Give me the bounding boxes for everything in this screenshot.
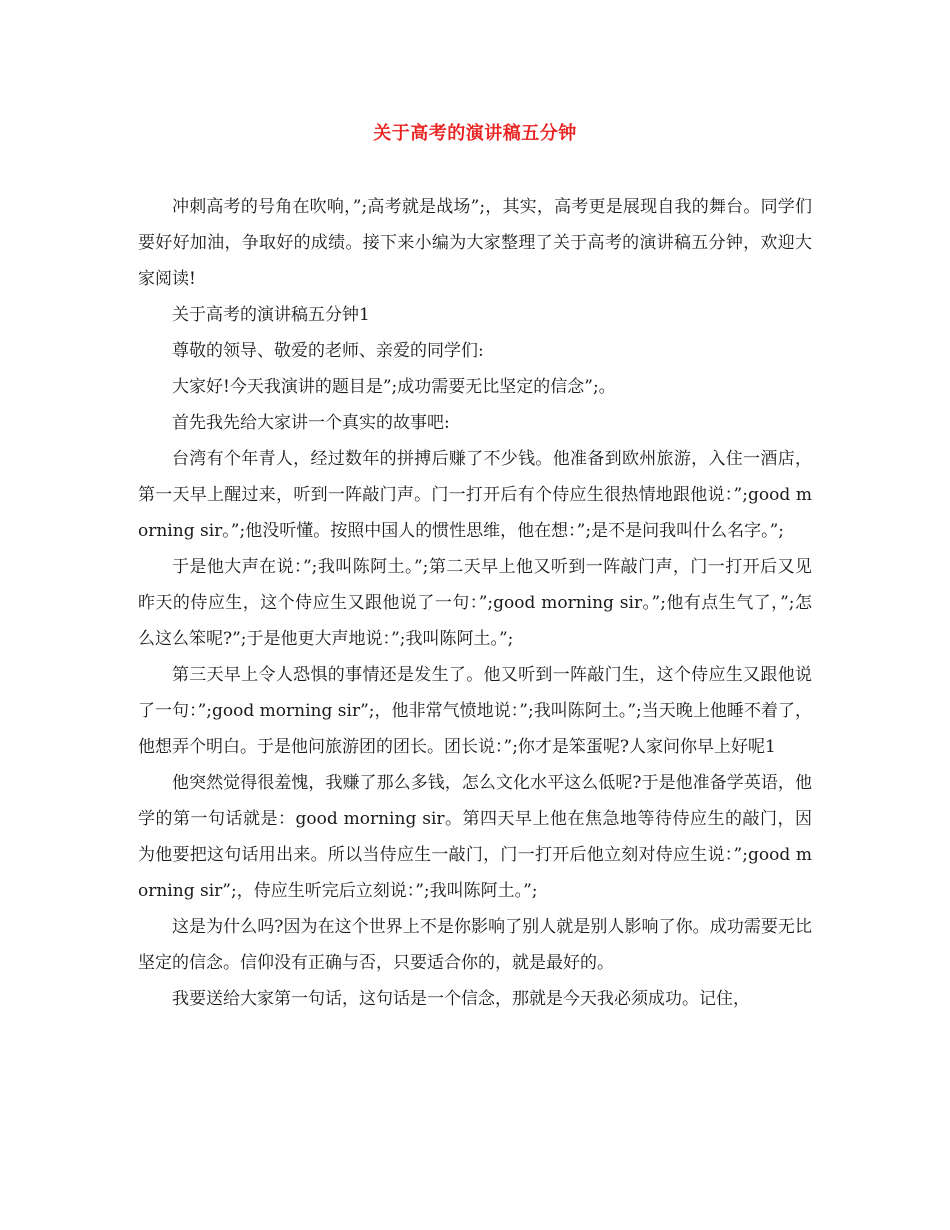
paragraph-closing: 我要送给大家第一句话，这句话是一个信念，那就是今天我必须成功。记住， bbox=[172, 989, 750, 1009]
document-body bbox=[138, 189, 812, 1017]
paragraph-section-heading: 关于高考的演讲稿五分钟1 bbox=[172, 305, 370, 325]
paragraph-intro: 冲刺高考的号角在吹响，”;高考就是战场”;，其实，高考更是展现自我的舞台。同学们要好好加油，争取好的成绩。接下来小编为大家整理了关于高考的演讲稿五分钟，欢迎大家阅读! bbox=[138, 197, 812, 289]
document-title: 关于高考的演讲稿五分钟 bbox=[373, 123, 577, 144]
paragraph-story-4: 他突然觉得很羞愧，我赚了那么多钱，怎么文化水平这么低呢?于是他准备学英语，他学的第一句话就是：good morning sir。第四天早上他在焦急地等待侍应生的敲门，因为他要把这句话用出来。所以当侍应生一敲门，门一打开后他立刻对侍应生说：”;good morning sir”;，侍应生听完后立刻说：”;我叫陈阿土。”; bbox=[138, 773, 812, 901]
paragraph-story-2: 于是他大声在说：”;我叫陈阿土。”;第二天早上他又听到一阵敲门声，门一打开后又见昨天的侍应生，这个侍应生又跟他说了一句：”;good morning sir。”;他有点生气了，”;怎么这么笨呢?”;于是他更大声地说：”;我叫陈阿土。”; bbox=[138, 557, 812, 649]
paragraph-greeting: 大家好!今天我演讲的题目是”;成功需要无比坚定的信念”;。 bbox=[172, 377, 616, 397]
paragraph-salutation: 尊敬的领导、敬爱的老师、亲爱的同学们: bbox=[172, 341, 484, 361]
paragraph-story-1: 台湾有个年青人，经过数年的拼搏后赚了不少钱。他准备到欧州旅游，入住一酒店，第一天早上醒过来，听到一阵敲门声。门一打开后有个侍应生很热情地跟他说：”;good morning sir。”;他没听懂。按照中国人的惯性思维，他在想：”;是不是问我叫什么名字。”; bbox=[138, 449, 812, 541]
paragraph-story-3: 第三天早上令人恐惧的事情还是发生了。他又听到一阵敲门生，这个侍应生又跟他说了一句：”;good morning sir”;，他非常气愤地说：”;我叫陈阿土。”;当天晚上他睡不着了，他想弄个明白。于是他问旅游团的团长。团长说：”;你才是笨蛋呢?人家问你早上好呢1 bbox=[138, 665, 812, 757]
paragraph-moral: 这是为什么吗?因为在这个世界上不是你影响了别人就是别人影响了你。成功需要无比坚定的信念。信仰没有正确与否，只要适合你的，就是最好的。 bbox=[138, 917, 812, 973]
paragraph-story-intro: 首先我先给大家讲一个真实的故事吧: bbox=[172, 413, 450, 433]
